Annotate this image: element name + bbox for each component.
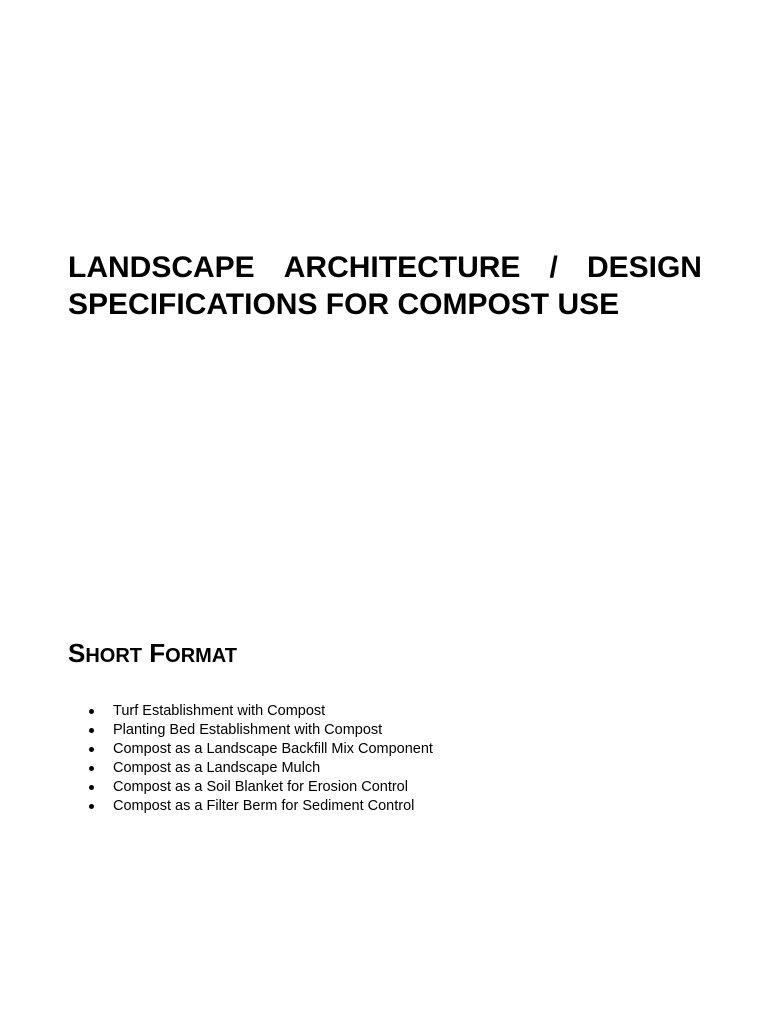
bullet-icon bbox=[89, 747, 94, 752]
heading-rest: ORMAT bbox=[165, 645, 237, 667]
title-word: LANDSCAPE bbox=[68, 251, 255, 284]
heading-initial: F bbox=[149, 638, 166, 668]
heading-rest: HORT bbox=[85, 645, 143, 667]
list-item-text: Turf Establishment with Compost bbox=[113, 703, 326, 719]
bullet-list bbox=[88, 702, 433, 816]
bullet-icon bbox=[89, 709, 94, 714]
title-word: / bbox=[549, 251, 558, 284]
list-item-text: Planting Bed Establishment with Compost bbox=[113, 722, 383, 738]
list-item bbox=[88, 759, 433, 778]
section-heading bbox=[68, 638, 237, 669]
list-item bbox=[88, 721, 433, 740]
bullet-icon bbox=[89, 785, 94, 790]
bullet-icon bbox=[89, 804, 94, 809]
list-item-text: Compost as a Landscape Backfill Mix Component bbox=[113, 741, 433, 757]
bullet-icon bbox=[89, 728, 94, 733]
title-line-1 bbox=[68, 249, 702, 286]
title-line-2: SPECIFICATIONS FOR COMPOST USE bbox=[68, 288, 620, 321]
title-word: ARCHITECTURE bbox=[283, 251, 521, 284]
list-item bbox=[88, 702, 433, 721]
bullet-icon bbox=[89, 766, 94, 771]
list-item bbox=[88, 797, 433, 816]
list-item-text: Compost as a Landscape Mulch bbox=[113, 760, 321, 776]
title-word: DESIGN bbox=[586, 251, 702, 284]
heading-initial: S bbox=[68, 638, 86, 668]
list-item-text: Compost as a Soil Blanket for Erosion Control bbox=[113, 779, 408, 795]
list-item bbox=[88, 740, 433, 759]
list-item-text: Compost as a Filter Berm for Sediment Control bbox=[113, 798, 415, 814]
document-title bbox=[68, 249, 702, 323]
list-item bbox=[88, 778, 433, 797]
